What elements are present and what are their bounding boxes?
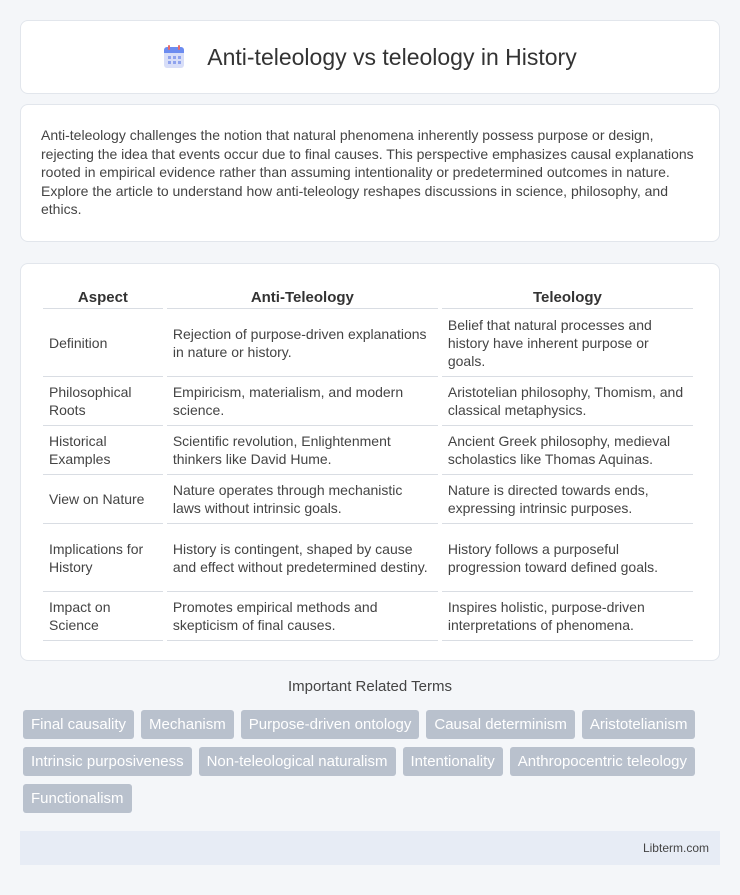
cell-aspect: Historical Examples [43,426,163,475]
related-term-tag[interactable]: Aristotelianism [582,710,696,739]
cell-aspect: Implications for History [43,524,163,592]
table-row [43,426,693,475]
related-term-tag[interactable]: Causal determinism [426,710,575,739]
table-row [43,592,693,641]
intro-card [20,104,720,242]
comparison-card [20,263,720,661]
related-terms-list [20,710,720,813]
cell-aspect: Definition [43,309,163,377]
footer-site-link[interactable]: Libterm.com [642,841,709,855]
cell-anti-teleology: Empiricism, materialism, and modern science. [167,377,438,426]
table-row [43,475,693,524]
cell-aspect: Philosophical Roots [43,377,163,426]
cell-anti-teleology: Rejection of purpose-driven explanations in nature or history. [167,309,438,377]
table-header-row [43,282,693,309]
cell-anti-teleology: Nature operates through mechanistic laws without intrinsic goals. [167,475,438,524]
cell-teleology: Ancient Greek philosophy, medieval scholastics like Thomas Aquinas. [442,426,693,475]
footer [20,831,720,865]
cell-aspect: Impact on Science [43,592,163,641]
header-anti-teleology: Anti-Teleology [167,282,438,309]
cell-anti-teleology: Scientific revolution, Enlightenment thinkers like David Hume. [167,426,438,475]
header-teleology: Teleology [442,282,693,309]
cell-teleology: Belief that natural processes and history have inherent purpose or goals. [442,309,693,377]
cell-teleology: History follows a purposeful progression toward defined goals. [442,524,693,592]
title-card [20,20,720,94]
header-aspect: Aspect [43,282,163,309]
document-icon [163,45,185,69]
cell-teleology: Nature is directed towards ends, expressing intrinsic purposes. [442,475,693,524]
related-term-tag[interactable]: Intentionality [403,747,503,776]
related-term-tag[interactable]: Functionalism [23,784,132,813]
cell-anti-teleology: Promotes empirical methods and skepticism of final causes. [167,592,438,641]
related-term-tag[interactable]: Non-teleological naturalism [199,747,396,776]
intro-text: Anti-teleology challenges the notion that natural phenomena inherently possess purpose or design, rejecting the idea that events occur due to final causes. This perspective emphasizes causal explanations rooted in empirical evidence rather than assuming intentionality or predetermined outcomes in nature. Explore the article to understand how anti-teleology reshapes discussions in science, philosophy, and ethics. [41,127,694,217]
related-term-tag[interactable]: Anthropocentric teleology [510,747,695,776]
related-term-tag[interactable]: Purpose-driven ontology [241,710,420,739]
cell-aspect: View on Nature [43,475,163,524]
related-term-tag[interactable]: Mechanism [141,710,234,739]
related-term-tag[interactable]: Final causality [23,710,134,739]
related-term-tag[interactable]: Intrinsic purposiveness [23,747,192,776]
page-title: Anti-teleology vs teleology in History [207,43,577,70]
table-row [43,377,693,426]
cell-teleology: Inspires holistic, purpose-driven interpretations of phenomena. [442,592,693,641]
cell-anti-teleology: History is contingent, shaped by cause and effect without predetermined destiny. [167,524,438,592]
cell-teleology: Aristotelian philosophy, Thomism, and classical metaphysics. [442,377,693,426]
comparison-table [39,282,697,641]
related-terms-title: Important Related Terms [288,678,452,695]
table-row [43,524,693,592]
table-row [43,309,693,377]
related-terms-section [20,678,720,813]
